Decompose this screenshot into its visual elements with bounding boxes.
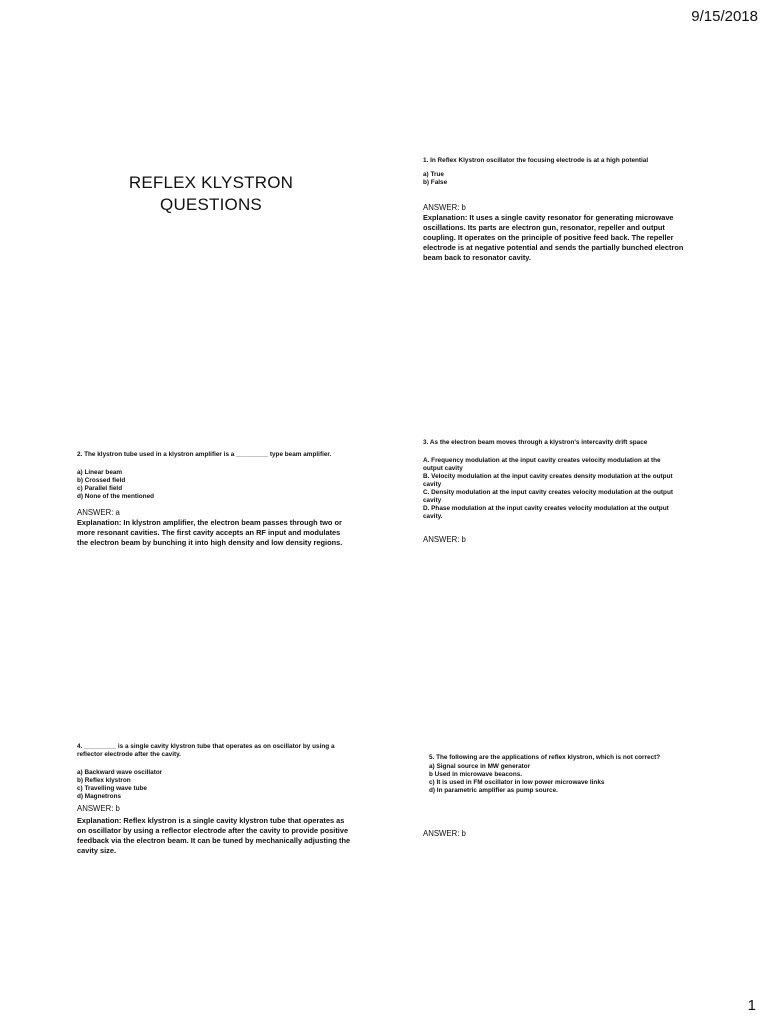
question-text: 1. In Reflex Klystron oscillator the focusing electrode is at a high potential [423,157,649,164]
option-item: D. Phase modulation at the input cavity creates velocity modulation at the output cavity. [423,505,669,520]
question-slide-3 [423,439,673,544]
explanation-text: Explanation: It uses a single cavity resonator for generating microwave oscillations. Its parts are electron gun, resonator, repeller and output coupling. It operates on the principle of positive feed back. The repeller electrode is at negative potential and sends the partially bunched electron beam back to resonator cavity. [423,213,684,262]
question-text: 4. _________ is a single cavity klystron tube that operates as on oscillator by using a reflector electrode after the cavity. [77,743,335,758]
option-item: d) In parametric amplifier as pump source. [429,787,558,794]
question-text: 2. The klystron tube used in a klystron amplifier is a _________ type beam amplifier. [77,451,332,458]
question-slide-2 [77,451,352,548]
option-item: d) Magnetrons [77,793,122,800]
option-item: b Used in microwave beacons. [429,771,523,778]
options-list [423,171,698,187]
answer-text: ANSWER: b [423,829,466,838]
option-item: C. Density modulation at the input cavity creates velocity modulation at the output cavity [423,489,673,504]
option-item: b) False [423,179,448,186]
option-item: d) None of the mentioned [77,493,155,500]
page-date: 9/15/2018 [691,8,758,25]
option-item: a) True [423,171,444,178]
options-list [429,763,679,795]
explanation-text: Explanation: In klystron amplifier, the electron beam passes through two or more resonant cavities. The first cavity accepts an RF input and modulates the electron beam by bunching it into high density and low density regions. [77,518,343,547]
option-item: a) Linear beam [77,469,123,476]
title-slide [75,172,347,216]
answer-text: ANSWER: b [423,203,466,212]
question-slide-5 [423,754,679,838]
options-list [77,469,352,501]
title-line-1: REFLEX KLYSTRON [128,173,294,192]
question-slide-1 [423,157,698,263]
options-list [77,769,352,801]
option-item: a) Backward wave oscillator [77,769,163,776]
answer-text: ANSWER: b [77,804,120,813]
option-item: b) Crossed field [77,477,126,484]
option-item: b) Reflex klystron [77,777,131,784]
question-text: 5. The following are the applications of reflex klystron, which is not correct? [429,754,661,761]
option-item: A. Frequency modulation at the input cavity creates velocity modulation at the output cavity [423,457,661,472]
question-text: 3. As the electron beam moves through a klystron's intercavity drift space [423,439,648,446]
option-item: c) Travelling wave tube [77,785,147,792]
answer-text: ANSWER: a [77,508,120,517]
explanation-text: Explanation: Reflex klystron is a single cavity klystron tube that operates as on oscillator by using a reflector electrode after the cavity to provide positive feedback via the electron beam. It can be tuned by mechanically adjusting the cavity size. [77,816,351,855]
options-list [423,457,673,521]
answer-text: ANSWER: b [423,535,466,544]
option-item: c) Parallel field [77,485,123,492]
option-item: B. Velocity modulation at the input cavity creates density modulation at the output cavity [423,473,673,488]
option-item: a) Signal source in MW generator [429,763,531,770]
question-slide-4 [77,743,352,856]
page-number: 1 [747,997,756,1014]
option-item: c) It is used in FM oscillator in low power microwave links [429,779,605,786]
title-line-2: QUESTIONS [160,195,262,214]
